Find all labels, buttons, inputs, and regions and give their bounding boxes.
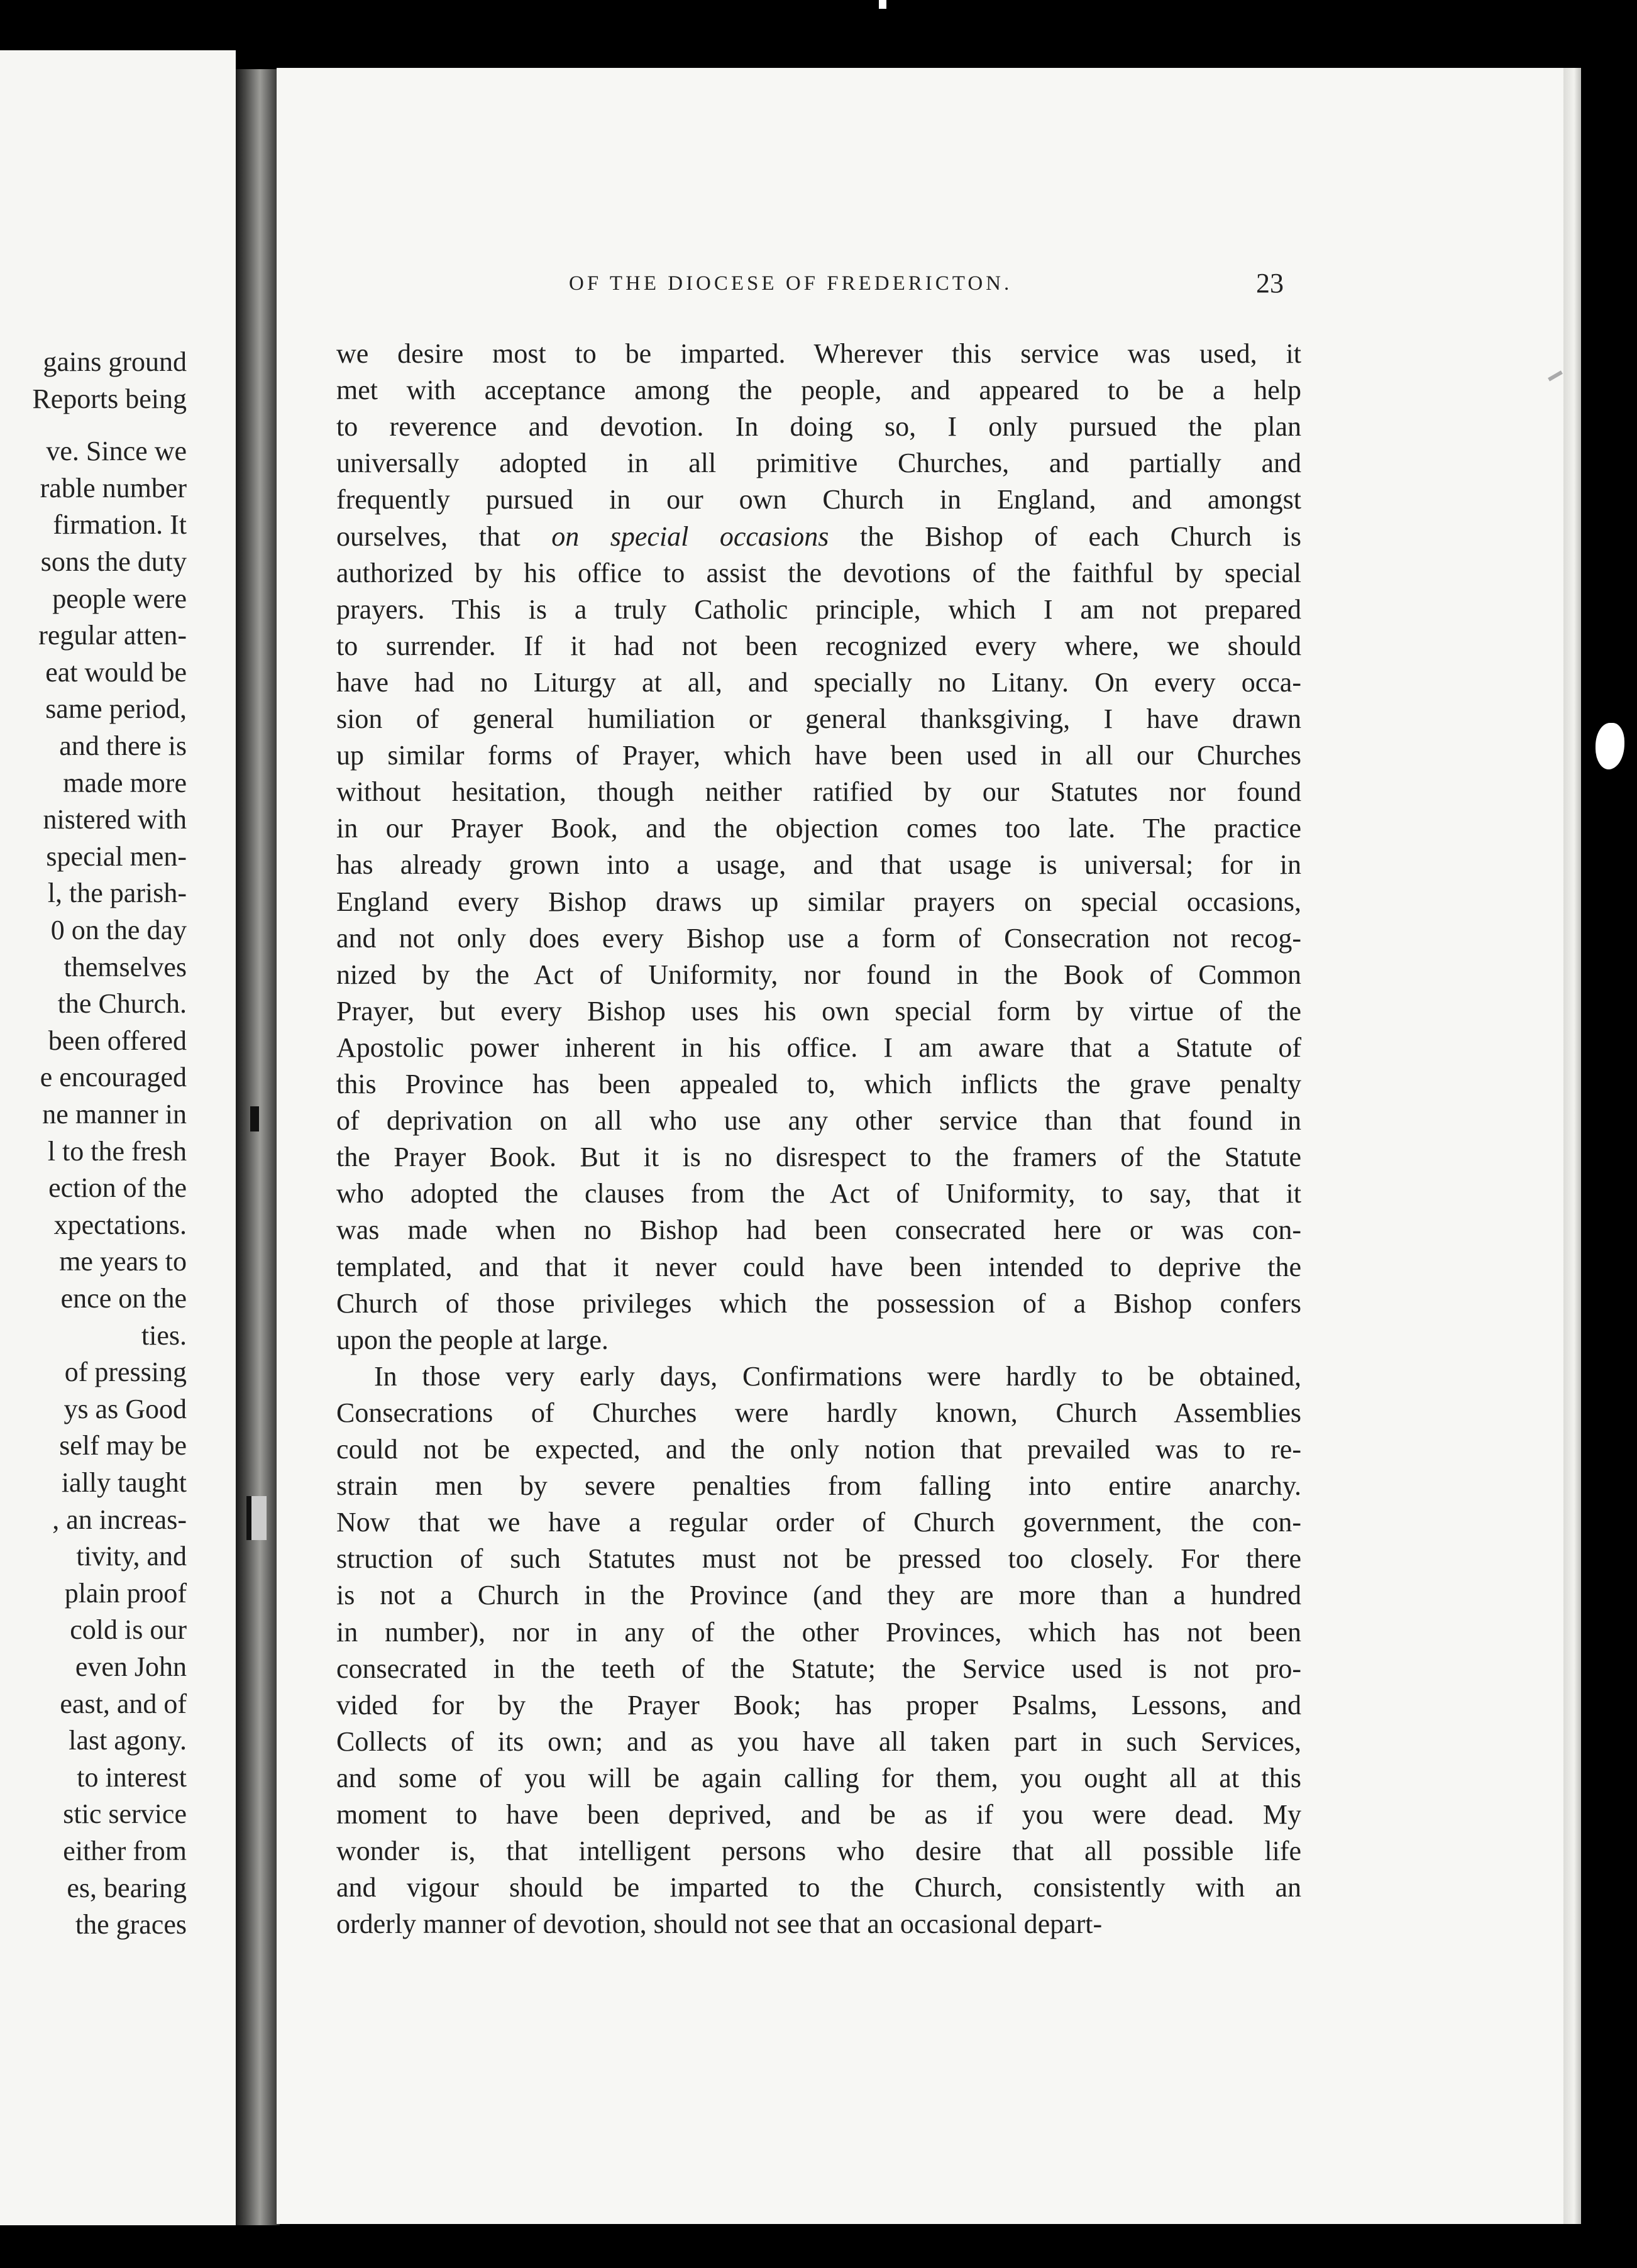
body-text-line: and not only does every Bishop use a form of Consecration not recog- [336,922,1301,954]
body-text-line: upon the people at large. [336,1324,609,1355]
body-text-line: Apostolic power inherent in his office. I am aware that a Statute of [336,1032,1301,1063]
body-text-line: who adopted the clauses from the Act of Uniformity, to say, that it [336,1178,1301,1209]
body-text-line: moment to have been deprived, and be as if you were dead. My [336,1799,1301,1830]
left-page-line: firmation. It [53,509,187,541]
body-text-line: the Prayer Book. But it is no disrespect to the framers of the Statute [336,1142,1301,1173]
italic-phrase: on special occasions [551,520,829,552]
left-page-line: and there is [59,730,187,761]
body-text-line: prayers. This is a truly Catholic principle, which I am not prepared [336,593,1301,625]
left-page-line: been offered [48,1025,187,1056]
body-text-line: and some of you will be again calling for them, you ought all at this [336,1762,1301,1793]
left-page-line: rable number [40,472,187,504]
left-page-line: last agony. [69,1725,187,1756]
page-edge [1563,68,1581,2224]
left-page-line: ties. [141,1319,187,1351]
left-page-line: l to the fresh [47,1135,187,1167]
body-text-line: templated, and that it never could have been intended to deprive the [336,1251,1301,1282]
body-text-line: wonder is, that intelligent persons who desire that all possible life [336,1836,1301,1867]
left-page-line: sons the duty [40,546,187,577]
body-text-line: of deprivation on all who use any other service than that found in [336,1105,1301,1137]
left-page-line: the Church. [57,988,187,1020]
scan-blemish [1596,723,1624,769]
body-text-line: Church of those privileges which the possession of a Bishop confers [336,1287,1301,1319]
left-page-line: ys as Good [63,1393,187,1424]
left-page-line: even John [75,1651,187,1682]
body-text-line: Collects of its own; and as you have all taken part in such Services, [336,1726,1301,1757]
left-page-line: nistered with [43,804,187,835]
gutter-shadow [250,1106,259,1131]
left-page-line: east, and of [60,1688,187,1719]
body-text-line: we desire most to be imparted. Wherever this service was used, it [336,338,1301,369]
left-page-line: the graces [75,1909,187,1940]
left-page-line: to interest [77,1761,187,1793]
body-text-line: authorized by his office to assist the devotions of the faithful by special [336,557,1301,588]
body-text-line: could not be expected, and the only notion that prevailed was to re- [336,1434,1301,1465]
left-page-line: made more [63,767,187,798]
left-page-line: xpectations. [53,1209,187,1240]
body-text-line: to reverence and devotion. In doing so, I only pursued the plan [336,411,1301,443]
body-text-line: to surrender. If it had not been recognized every where, we should [336,630,1301,661]
body-text-line: and vigour should be imparted to the Church, consistently with an [336,1872,1301,1903]
body-text-line: Consecrations of Churches were hardly known, Church Assemblies [336,1397,1301,1428]
body-text-line: was made when no Bishop had been consecrated here or was con- [336,1214,1301,1246]
body-text-line: ourselves, that on special occasions the Bishop of each Church is [336,520,1301,552]
left-page-line: gains ground [43,346,187,377]
running-head: OF THE DIOCESE OF FREDERICTON. [569,272,1013,295]
left-page-line: , an increas- [52,1504,187,1535]
book-gutter [236,69,280,2225]
left-page-line: plain proof [64,1577,187,1609]
body-text-line: sion of general humiliation or general thanksgiving, I have drawn [336,703,1301,734]
left-facing-page [0,50,236,2225]
body-text-line: without hesitation, though neither ratified by our Statutes nor found [336,776,1301,808]
left-page-line: ne manner in [42,1099,187,1130]
body-text-line: struction of such Statutes must not be pressed too closely. For there [336,1543,1301,1575]
body-text-line: England every Bishop draws up similar prayers on special occasions, [336,886,1301,917]
gutter-binding-mark [246,1496,267,1540]
body-text-line: nized by the Act of Uniformity, nor found in the Book of Common [336,959,1301,990]
body-text-line: have had no Liturgy at all, and specially no Litany. On every occa- [336,666,1301,698]
body-text-line: orderly manner of devotion, should not see that an occasional depart- [336,1908,1103,1940]
body-text-line: in our Prayer Book, and the objection comes too late. The practice [336,813,1301,844]
body-text-line: consecrated in the teeth of the Statute; the Service used is not pro- [336,1653,1301,1684]
body-text-line: up similar forms of Prayer, which have been used in all our Churches [336,740,1301,771]
left-page-line: eat would be [45,656,187,688]
left-page-line: l, the parish- [47,878,187,909]
left-page-line: 0 on the day [50,915,187,945]
page-number: 23 [1256,268,1284,299]
body-text-line: is not a Church in the Province (and they are more than a hundred [336,1580,1301,1611]
body-text-line: has already grown into a usage, and that usage is universal; for in [336,849,1301,881]
left-page-line: special men- [46,840,187,872]
left-page-line: cold is our [70,1614,187,1646]
left-page-line: themselves [63,951,187,983]
left-page-line: ially taught [61,1467,187,1498]
left-page-line: ence on the [60,1283,187,1314]
body-text-line: vided for by the Prayer Book; has proper Psalms, Lessons, and [336,1689,1301,1720]
left-page-line: either from [63,1836,187,1866]
left-page-line: regular atten- [38,620,187,651]
left-page-line: Reports being [32,383,187,414]
left-page-line: ection of the [48,1172,187,1204]
left-page-line: e encouraged [40,1062,187,1093]
left-page-line: self may be [59,1430,187,1462]
left-page-line: me years to [59,1246,187,1277]
body-text-line: strain men by severe penalties from falling into entire anarchy. [336,1470,1301,1502]
body-text-line: this Province has been appealed to, which inflicts the grave penalty [336,1069,1301,1099]
body-text-line: Prayer, but every Bishop uses his own special form by virtue of the [336,995,1301,1027]
left-page-line: same period, [45,693,187,725]
body-text-line: met with acceptance among the people, and appeared to be a help [336,375,1301,406]
body-text-line: Now that we have a regular order of Church government, the con- [336,1507,1301,1538]
body-text-line: in number), nor in any of the other Provinces, which has not been [336,1616,1301,1648]
body-text-line: universally adopted in all primitive Churches, and partially and [336,448,1301,479]
scan-speck [879,0,886,9]
body-text-line: frequently pursued in our own Church in England, and amongst [336,484,1301,515]
body-text-line: In those very early days, Confirmations were hardly to be obtained, [374,1360,1301,1392]
left-page-line: of pressing [64,1357,187,1388]
left-page-line: es, bearing [67,1872,187,1903]
left-page-line: tivity, and [76,1541,187,1572]
left-page-line: ve. Since we [46,436,187,467]
left-page-line: stic service [63,1798,187,1830]
left-page-line: people were [52,583,187,614]
